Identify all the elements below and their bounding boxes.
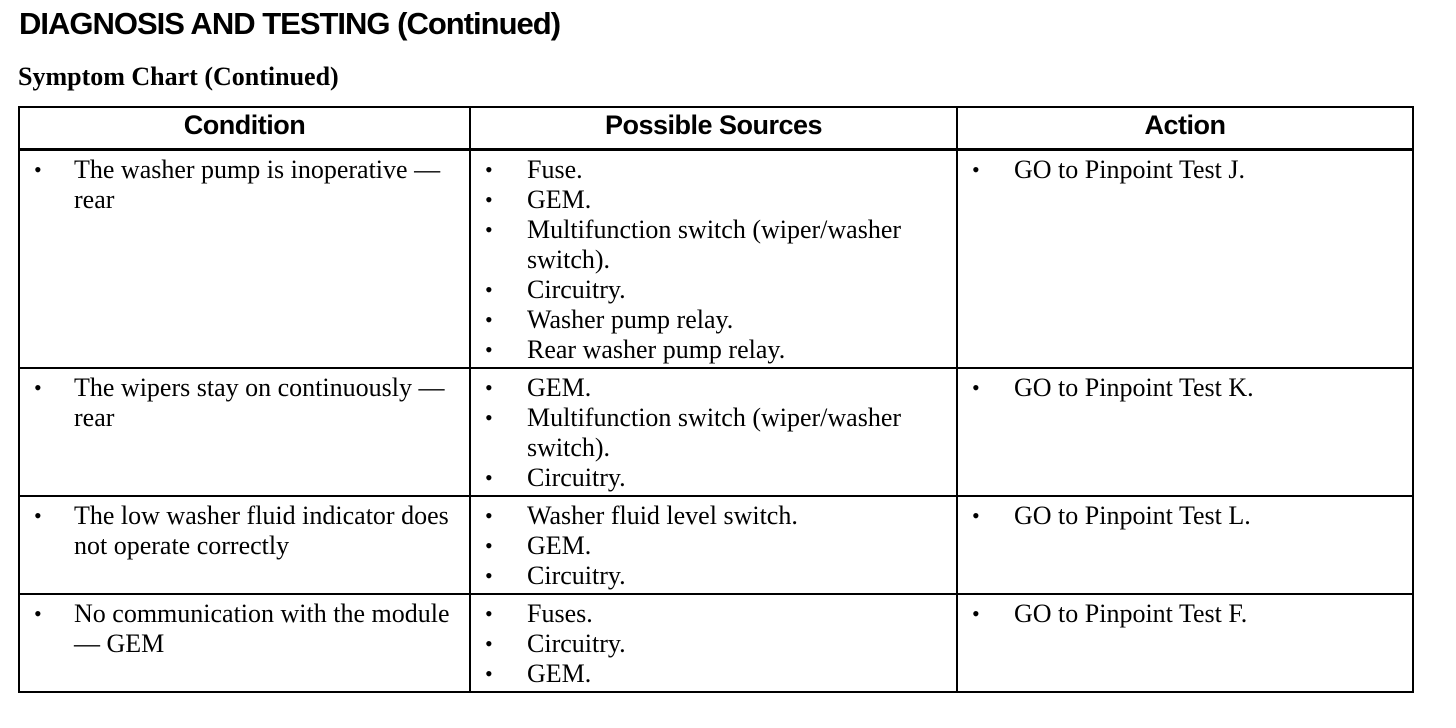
source-text: GEM.: [527, 185, 592, 214]
bullet-icon: •: [34, 503, 42, 528]
bullet-icon: •: [34, 157, 42, 182]
bullet-icon: •: [485, 503, 493, 528]
list-item: [471, 185, 956, 215]
list-item: [471, 531, 956, 561]
list-item: [471, 373, 956, 403]
sources-cell: [470, 368, 957, 496]
list-item: [471, 463, 956, 493]
column-header-action: Action: [957, 107, 1413, 150]
bullet-icon: •: [485, 661, 493, 686]
source-text: GEM.: [527, 373, 592, 402]
source-text: GEM.: [527, 531, 592, 560]
sources-cell: [470, 496, 957, 594]
list-item: [958, 373, 1412, 403]
bullet-icon: •: [485, 533, 493, 558]
list-item: [471, 305, 956, 335]
source-text: Fuse.: [527, 155, 583, 184]
source-text: GEM.: [527, 659, 592, 688]
condition-cell: [19, 368, 470, 496]
action-cell: [957, 368, 1413, 496]
section-title: Symptom Chart (Continued): [18, 62, 339, 91]
list-item: [958, 155, 1412, 185]
list-item: [958, 501, 1412, 531]
action-text: GO to Pinpoint Test F.: [1014, 599, 1248, 628]
bullet-icon: •: [972, 601, 980, 626]
bullet-icon: •: [972, 157, 980, 182]
bullet-icon: •: [972, 503, 980, 528]
condition-text: The washer pump is inoperative — rear: [74, 155, 441, 214]
source-text: Circuitry.: [527, 561, 626, 590]
table-row: [19, 368, 1413, 496]
action-cell: [957, 496, 1413, 594]
bullet-icon: •: [972, 375, 980, 400]
list-item: [471, 501, 956, 531]
sources-cell: [470, 594, 957, 692]
bullet-icon: •: [34, 601, 42, 626]
list-item: [20, 155, 469, 215]
source-text: Circuitry.: [527, 629, 626, 658]
list-item: [471, 599, 956, 629]
condition-cell: [19, 150, 470, 369]
condition-cell: [19, 496, 470, 594]
bullet-icon: •: [485, 157, 493, 182]
action-text: GO to Pinpoint Test J.: [1014, 155, 1246, 184]
list-item: [471, 275, 956, 305]
list-item: [20, 501, 469, 561]
condition-cell: [19, 594, 470, 692]
list-item: [20, 373, 469, 433]
table-row: [19, 150, 1413, 369]
source-text: Circuitry.: [527, 275, 626, 304]
source-text: Washer pump relay.: [527, 305, 734, 334]
list-item: [471, 155, 956, 185]
table-row: [19, 496, 1413, 594]
source-text: Circuitry.: [527, 463, 626, 492]
table-header-row: [19, 107, 1413, 150]
bullet-icon: •: [485, 631, 493, 656]
list-item: [471, 561, 956, 591]
action-text: GO to Pinpoint Test K.: [1014, 373, 1254, 402]
condition-text: No communication with the module — GEM: [74, 599, 450, 658]
list-item: [471, 659, 956, 689]
bullet-icon: •: [485, 601, 493, 626]
bullet-icon: •: [485, 563, 493, 588]
bullet-icon: •: [485, 375, 493, 400]
source-text: Fuses.: [527, 599, 593, 628]
bullet-icon: •: [485, 337, 493, 362]
bullet-icon: •: [34, 375, 42, 400]
column-header-possible-sources: Possible Sources: [470, 107, 957, 150]
action-text: GO to Pinpoint Test L.: [1014, 501, 1251, 530]
list-item: [958, 599, 1412, 629]
table-row: [19, 594, 1413, 692]
bullet-icon: •: [485, 187, 493, 212]
page-title: DIAGNOSIS AND TESTING (Continued): [19, 6, 561, 41]
action-cell: [957, 150, 1413, 369]
column-header-condition: Condition: [19, 107, 470, 150]
condition-text: The wipers stay on continuously — rear: [74, 373, 445, 432]
source-text: Rear washer pump relay.: [527, 335, 786, 364]
condition-text: The low washer fluid indicator does not operate correctly: [74, 501, 449, 560]
list-item: [471, 335, 956, 365]
list-item: [20, 599, 469, 659]
list-item: [471, 215, 956, 275]
bullet-icon: •: [485, 277, 493, 302]
sources-cell: [470, 150, 957, 369]
bullet-icon: •: [485, 307, 493, 332]
list-item: [471, 629, 956, 659]
action-cell: [957, 594, 1413, 692]
list-item: [471, 403, 956, 463]
source-text: Multifunction switch (wiper/washer switch).: [527, 403, 902, 462]
source-text: Washer fluid level switch.: [527, 501, 798, 530]
bullet-icon: •: [485, 217, 493, 242]
bullet-icon: •: [485, 465, 493, 490]
bullet-icon: •: [485, 405, 493, 430]
source-text: Multifunction switch (wiper/washer switch).: [527, 215, 902, 274]
symptom-chart-table: [18, 106, 1414, 693]
